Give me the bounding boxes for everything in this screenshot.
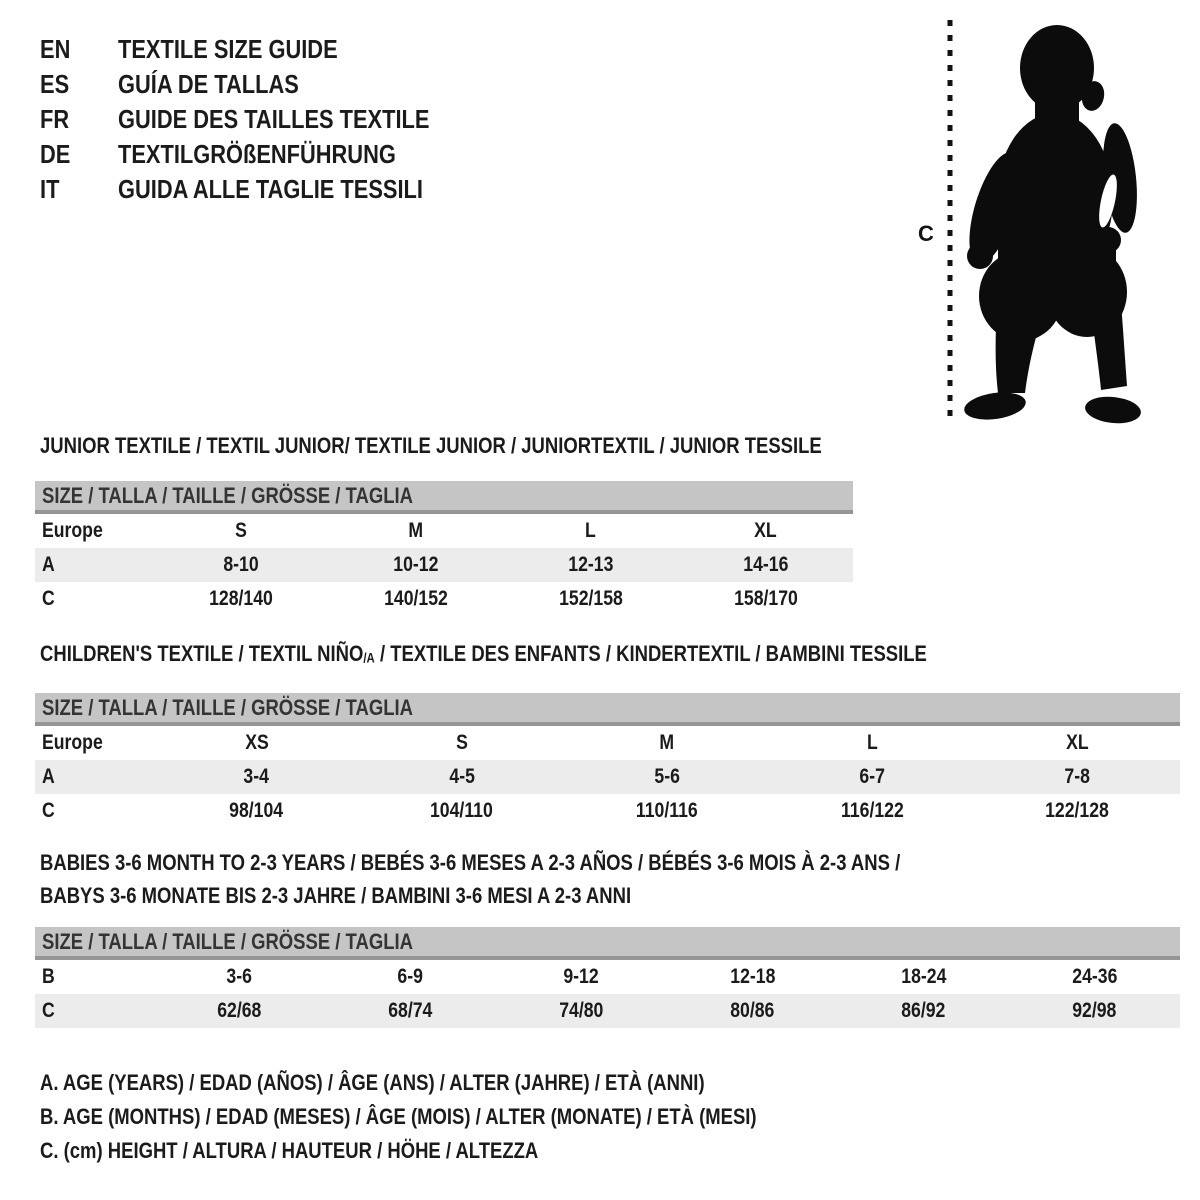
size-cell: 18-24: [900, 965, 947, 988]
size-cell: L: [585, 519, 597, 542]
language-row: [40, 67, 489, 102]
junior-size-table: [35, 514, 853, 616]
size-cell: 74/80: [559, 999, 604, 1022]
size-cell: 80/86: [730, 999, 775, 1022]
table-row: [35, 994, 1180, 1028]
table-row: [35, 794, 1180, 828]
section-title: [35, 433, 853, 459]
size-cell: 116/122: [840, 798, 904, 822]
size-cell: 122/128: [1045, 798, 1110, 822]
size-cell: XL: [1066, 730, 1089, 754]
section-junior-textile: [35, 433, 853, 616]
size-cell: 5-6: [654, 764, 680, 788]
junior-table-wrap: [35, 481, 853, 616]
size-cell: 12-18: [729, 965, 776, 988]
language-row: [40, 137, 489, 172]
section-babies-textile: [35, 846, 1180, 1028]
babies-size-table: [35, 960, 1180, 1028]
size-cell: 6-9: [397, 965, 424, 988]
row-label: A: [42, 553, 55, 576]
row-label: B: [42, 965, 55, 988]
size-header-text: SIZE / TALLA / TAILLE / GRÖSSE / TAGLIA: [42, 929, 413, 954]
language-row: [40, 102, 489, 137]
table-row: [35, 514, 853, 548]
size-cell: 14-16: [743, 553, 789, 576]
toddler-silhouette-icon: [959, 25, 1142, 426]
babies-table-wrap: [35, 927, 1180, 1028]
size-cell: 3-6: [226, 965, 253, 988]
size-cell: 98/104: [229, 798, 284, 822]
size-cell: 110/116: [636, 798, 698, 822]
size-cell: 6-7: [859, 764, 885, 788]
size-header-bar: [35, 481, 853, 514]
size-cell: 68/74: [388, 999, 433, 1022]
size-cell: S: [235, 519, 248, 542]
size-header-text: SIZE / TALLA / TAILLE / GRÖSSE / TAGLIA: [42, 483, 413, 508]
size-cell: M: [659, 730, 675, 754]
size-cell: M: [408, 519, 424, 542]
row-label: C: [42, 798, 55, 822]
row-label: C: [42, 999, 55, 1022]
section-title-line2: BABYS 3-6 MONATE BIS 2-3 JAHRE / BAMBINI 3-6 MESI A 2-3 ANNI: [40, 883, 632, 908]
language-title: GUIDE DES TAILLES TEXTILE: [118, 104, 430, 134]
table-row: [35, 960, 1180, 994]
language-title: TEXTILGRÖßENFÜHRUNG: [118, 139, 396, 169]
row-label: Europe: [42, 730, 103, 754]
size-cell: 4-5: [449, 764, 475, 788]
section-title-line1: BABIES 3-6 MONTH TO 2-3 YEARS / BEBÉS 3-6 MESES A 2-3 AÑOS / BÉBÉS 3-6 MOIS À 2-3 ANS /: [40, 850, 901, 875]
language-title-list: [40, 32, 489, 207]
size-cell: 152/158: [558, 587, 623, 610]
legend: [40, 1066, 893, 1168]
section-childrens-textile: [35, 641, 1180, 828]
section-title: [35, 846, 1180, 912]
size-cell: 92/98: [1072, 999, 1117, 1022]
size-cell: 86/92: [901, 999, 946, 1022]
section-title-text: CHILDREN'S TEXTILE / TEXTIL NIÑO/A / TEXTILE DES ENFANTS / KINDERTEXTIL / BAMBINI TESSILE: [40, 641, 927, 666]
language-code: IT: [40, 174, 60, 204]
section-title-text: JUNIOR TEXTILE / TEXTIL JUNIOR/ TEXTILE JUNIOR / JUNIORTEXTIL / JUNIOR TESSILE: [40, 433, 822, 458]
size-cell: 62/68: [217, 999, 262, 1022]
size-cell: 7-8: [1064, 764, 1091, 788]
language-code: ES: [40, 69, 70, 99]
language-code: DE: [40, 139, 71, 169]
size-header-text: SIZE / TALLA / TAILLE / GRÖSSE / TAGLIA: [42, 694, 413, 720]
height-marker-label: C: [918, 221, 934, 246]
size-cell: 24-36: [1071, 965, 1118, 988]
size-cell: 104/110: [430, 798, 494, 822]
row-label: C: [42, 587, 55, 610]
size-cell: S: [455, 730, 468, 754]
size-cell: 12-13: [568, 553, 614, 576]
size-cell: 128/140: [209, 587, 274, 610]
legend-line-b: B. AGE (MONTHS) / EDAD (MESES) / ÂGE (MOIS) / ALTER (MONATE) / ETÀ (MESI): [40, 1104, 757, 1129]
language-code: EN: [40, 34, 71, 64]
children-table-wrap: [35, 693, 1180, 828]
section-title: [35, 641, 1180, 672]
legend-line-a: A. AGE (YEARS) / EDAD (AÑOS) / ÂGE (ANS) / ALTER (JAHRE) / ETÀ (ANNI): [40, 1070, 705, 1095]
size-cell: 10-12: [393, 553, 439, 576]
size-cell: L: [866, 730, 878, 754]
language-row: [40, 32, 489, 67]
row-label: Europe: [42, 519, 103, 542]
size-cell: XS: [244, 730, 269, 754]
legend-line-c: C. (cm) HEIGHT / ALTURA / HAUTEUR / HÖHE / ALTEZZA: [40, 1138, 539, 1163]
size-cell: 9-12: [563, 965, 600, 988]
language-title: GUÍA DE TALLAS: [118, 69, 299, 99]
table-row: [35, 760, 1180, 794]
language-row: [40, 172, 489, 207]
table-row: [35, 726, 1180, 760]
row-label: A: [42, 764, 55, 788]
size-cell: 3-4: [243, 764, 270, 788]
size-cell: 140/152: [384, 587, 449, 610]
nino-a-subscript: /A: [363, 650, 375, 666]
size-cell: 8-10: [223, 553, 260, 576]
language-title: GUIDA ALLE TAGLIE TESSILI: [118, 174, 423, 204]
size-cell: 158/170: [733, 587, 798, 610]
size-cell: XL: [754, 519, 777, 542]
size-header-bar: [35, 927, 1180, 960]
height-figure: [895, 8, 1150, 428]
children-size-table: [35, 726, 1180, 828]
size-header-bar: [35, 693, 1180, 726]
language-title: TEXTILE SIZE GUIDE: [118, 34, 338, 64]
language-code: FR: [40, 104, 70, 134]
table-row: [35, 582, 853, 616]
table-row: [35, 548, 853, 582]
